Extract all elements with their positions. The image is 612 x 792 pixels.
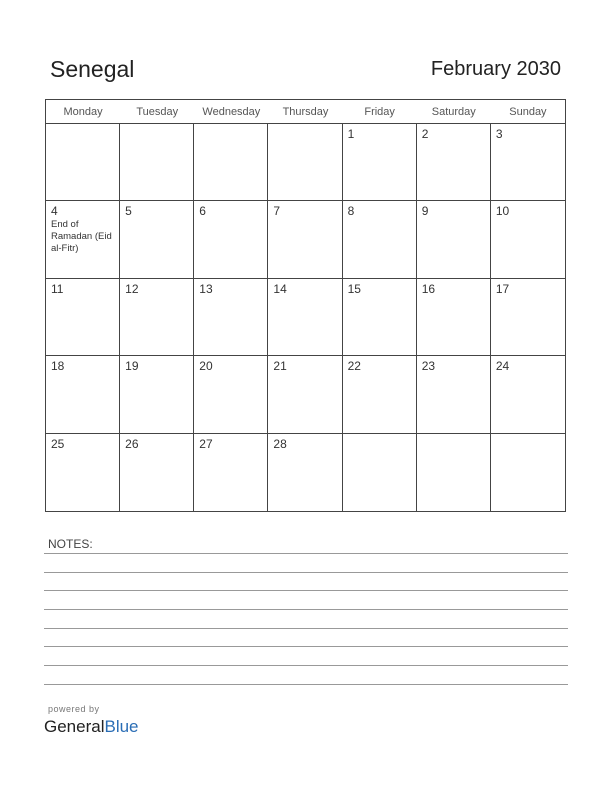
day-number: 8 xyxy=(347,204,355,219)
notes-line xyxy=(44,646,568,647)
day-cell xyxy=(268,124,342,201)
day-cell xyxy=(194,434,268,511)
day-number: 3 xyxy=(495,127,503,141)
day-number: 27 xyxy=(199,436,213,451)
day-cell xyxy=(194,279,268,356)
day-cell xyxy=(417,201,491,278)
day-cell xyxy=(120,434,194,511)
day-number: 6 xyxy=(199,204,206,219)
day-number: 24 xyxy=(495,359,510,374)
day-cell xyxy=(120,356,194,433)
day-number: 4 xyxy=(51,204,58,219)
day-cell xyxy=(491,434,565,511)
brand-blue: Blue xyxy=(104,717,139,736)
day-cell xyxy=(46,434,120,511)
brand-logo xyxy=(44,717,139,737)
day-cell xyxy=(268,279,342,356)
day-number: 18 xyxy=(51,359,65,374)
day-cell xyxy=(120,279,194,356)
notes-line xyxy=(44,553,568,554)
day-cell xyxy=(268,434,342,511)
day-cell xyxy=(343,279,417,356)
day-number: 21 xyxy=(273,359,287,374)
notes-line xyxy=(44,609,568,610)
day-cell xyxy=(120,201,194,278)
day-cell xyxy=(343,434,417,511)
day-number: 15 xyxy=(347,281,361,296)
weekday-label: Friday xyxy=(364,106,395,118)
day-number: 5 xyxy=(125,204,132,219)
notes-line xyxy=(44,684,568,685)
day-number: 16 xyxy=(421,281,436,296)
country-title: Senegal xyxy=(50,56,135,82)
weekday-label: Monday xyxy=(63,106,103,118)
day-cell xyxy=(46,124,120,201)
notes-line xyxy=(44,665,568,666)
day-cell xyxy=(194,356,268,433)
day-cell xyxy=(46,201,120,278)
day-number: 10 xyxy=(495,204,510,219)
day-cell xyxy=(491,201,565,278)
day-number: 12 xyxy=(125,281,139,296)
day-number: 19 xyxy=(125,359,139,374)
month-year-title: February 2030 xyxy=(430,58,561,80)
day-number: 20 xyxy=(199,359,213,374)
day-cell xyxy=(120,124,194,201)
day-cell xyxy=(268,356,342,433)
notes-line xyxy=(44,590,568,591)
calendar-grid xyxy=(45,99,566,512)
day-cell xyxy=(417,124,491,201)
day-number: 14 xyxy=(273,281,287,296)
day-cell xyxy=(343,356,417,433)
weekday-label: Saturday xyxy=(431,106,476,118)
day-cell xyxy=(417,279,491,356)
day-cell xyxy=(46,279,120,356)
day-cells xyxy=(46,124,565,511)
day-number: 26 xyxy=(125,436,139,451)
day-cell xyxy=(46,356,120,433)
weekday-label: Wednesday xyxy=(202,106,261,118)
day-number: 22 xyxy=(347,359,361,374)
day-number: 1 xyxy=(347,127,355,141)
day-number: 17 xyxy=(495,281,510,296)
day-number: 13 xyxy=(199,281,213,296)
notes-label: NOTES: xyxy=(48,537,93,551)
day-cell xyxy=(343,201,417,278)
powered-by-text: powered by xyxy=(48,704,100,714)
day-cell xyxy=(268,201,342,278)
weekday-header xyxy=(46,100,565,124)
day-cell xyxy=(343,124,417,201)
day-cell xyxy=(491,279,565,356)
day-cell xyxy=(491,356,565,433)
day-number: 23 xyxy=(421,359,436,374)
day-number: 2 xyxy=(421,127,429,141)
brand-general: General xyxy=(44,717,105,736)
weekday-label: Thursday xyxy=(282,106,329,118)
day-cell xyxy=(417,434,491,511)
day-cell xyxy=(417,356,491,433)
day-number: 11 xyxy=(51,281,64,296)
notes-line xyxy=(44,572,568,573)
day-number: 9 xyxy=(421,204,429,219)
day-number: 25 xyxy=(51,436,65,451)
weekday-label: Sunday xyxy=(509,106,547,118)
day-number: 7 xyxy=(273,204,281,219)
day-cell xyxy=(194,124,268,201)
day-cell xyxy=(491,124,565,201)
holiday-label: End of Ramadan (Eid al-Fitr) xyxy=(51,219,112,255)
day-cell xyxy=(194,201,268,278)
weekday-label: Tuesday xyxy=(136,106,179,118)
notes-line xyxy=(44,628,568,629)
day-number: 28 xyxy=(273,436,287,451)
